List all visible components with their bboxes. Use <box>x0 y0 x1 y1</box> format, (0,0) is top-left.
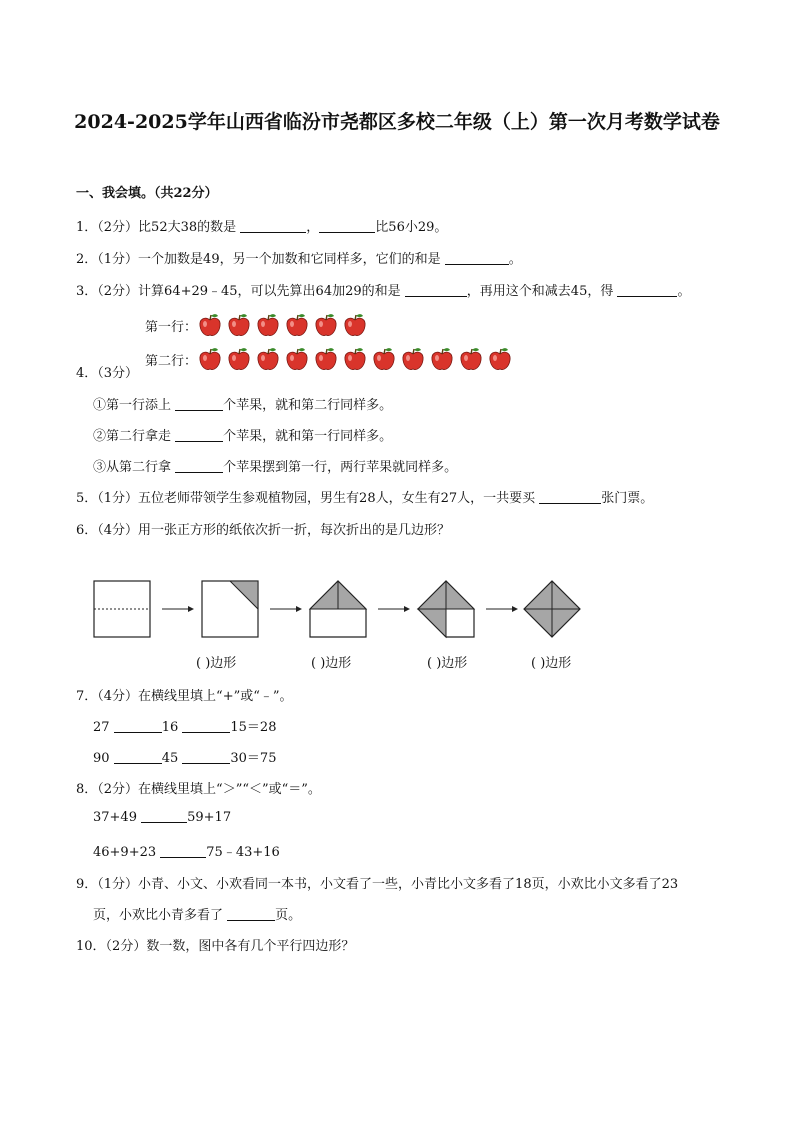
answer-blank[interactable] <box>405 283 467 297</box>
question-3: 3．（2分）计算64+29﹣45，可以先算出64加29的和是 ，再用这个和减去45，得 。 <box>76 284 691 299</box>
question-4-part-3: ③从第二行拿 个苹果摆到第一行，两行苹果就同样多。 <box>93 460 458 475</box>
question-9-cont: 页，小欢比小青多看了 页。 <box>93 908 302 923</box>
question-8: 8．（2分）在横线里填上“＞”“＜”或“＝”。 <box>76 782 321 797</box>
answer-blank[interactable] <box>175 397 223 411</box>
answer-blank[interactable] <box>141 809 187 823</box>
arrow-icon <box>378 606 410 612</box>
answer-blank[interactable] <box>160 844 206 858</box>
answer-blank[interactable] <box>182 719 230 733</box>
apple-row-1: 第一行： <box>145 312 371 338</box>
polygon-answer-4[interactable]: ( )边形 <box>531 656 572 671</box>
question-4-part-2: ②第二行拿走 个苹果，就和第一行同样多。 <box>93 429 393 444</box>
apple-row-2: 第二行： <box>145 346 516 372</box>
polygon-answer-3[interactable]: ( )边形 <box>427 656 468 671</box>
apple-icon <box>429 346 455 372</box>
apple-icon <box>284 312 310 338</box>
question-1: 1．（2分）比52大38的数是 ， 比56小29。 <box>76 220 448 235</box>
question-7: 7．（4分）在横线里填上“+”或“﹣”。 <box>76 689 293 704</box>
apple-icon <box>255 346 281 372</box>
apple-icon <box>400 346 426 372</box>
answer-blank[interactable] <box>182 750 230 764</box>
question-7-line-1: 27 16 15＝28 <box>93 720 277 735</box>
answer-blank[interactable] <box>114 719 162 733</box>
apple-icon <box>342 312 368 338</box>
apple-icon <box>487 346 513 372</box>
answer-blank[interactable] <box>175 428 223 442</box>
section-heading: 一、我会填。（共22分） <box>76 186 218 201</box>
answer-blank[interactable] <box>617 283 677 297</box>
page-title: 2024-2025学年山西省临汾市尧都区多校二年级（上）第一次月考数学试卷 <box>74 111 720 133</box>
question-10: 10．（2分）数一数，图中各有几个平行四边形？ <box>76 939 355 954</box>
question-2: 2．（1分）一个加数是49，另一个加数和它同样多，它们的和是 。 <box>76 252 522 267</box>
paper-folding-diagram <box>90 575 590 641</box>
question-8-line-1: 37+49 59+17 <box>93 810 232 825</box>
apple-icon <box>458 346 484 372</box>
question-4-part-1: ①第一行添上 个苹果，就和第二行同样多。 <box>93 398 393 413</box>
apple-icon <box>226 312 252 338</box>
question-9: 9．（1分）小青、小文、小欢看同一本书，小文看了一些，小青比小文多看了18页，小欢比小文多看了23 <box>76 877 679 892</box>
apple-icon <box>197 312 223 338</box>
question-7-line-2: 90 45 30＝75 <box>93 751 277 766</box>
question-6: 6．（4分）用一张正方形的纸依次折一折，每次折出的是几边形？ <box>76 523 451 538</box>
answer-blank[interactable] <box>240 219 306 233</box>
apple-icon <box>342 346 368 372</box>
apple-icon <box>313 312 339 338</box>
answer-blank[interactable] <box>539 490 601 504</box>
apple-icon <box>226 346 252 372</box>
answer-blank[interactable] <box>114 750 162 764</box>
arrow-icon <box>270 606 302 612</box>
polygon-answer-2[interactable]: ( )边形 <box>311 656 352 671</box>
question-5: 5．（1分）五位老师带领学生参观植物园，男生有28人，女生有27人，一共要买 张门票。 <box>76 491 654 506</box>
answer-blank[interactable] <box>445 251 509 265</box>
apple-icon <box>284 346 310 372</box>
polygon-answer-1[interactable]: ( )边形 <box>196 656 237 671</box>
apple-icon <box>255 312 281 338</box>
apple-icon <box>313 346 339 372</box>
question-4-number: 4．（3分） <box>76 366 139 381</box>
apple-icon <box>371 346 397 372</box>
answer-blank[interactable] <box>319 219 375 233</box>
answer-blank[interactable] <box>175 459 223 473</box>
apple-icon <box>197 346 223 372</box>
arrow-icon <box>486 606 518 612</box>
arrow-icon <box>162 606 194 612</box>
answer-blank[interactable] <box>227 907 275 921</box>
question-8-line-2: 46+9+23 75﹣43+16 <box>93 845 280 860</box>
